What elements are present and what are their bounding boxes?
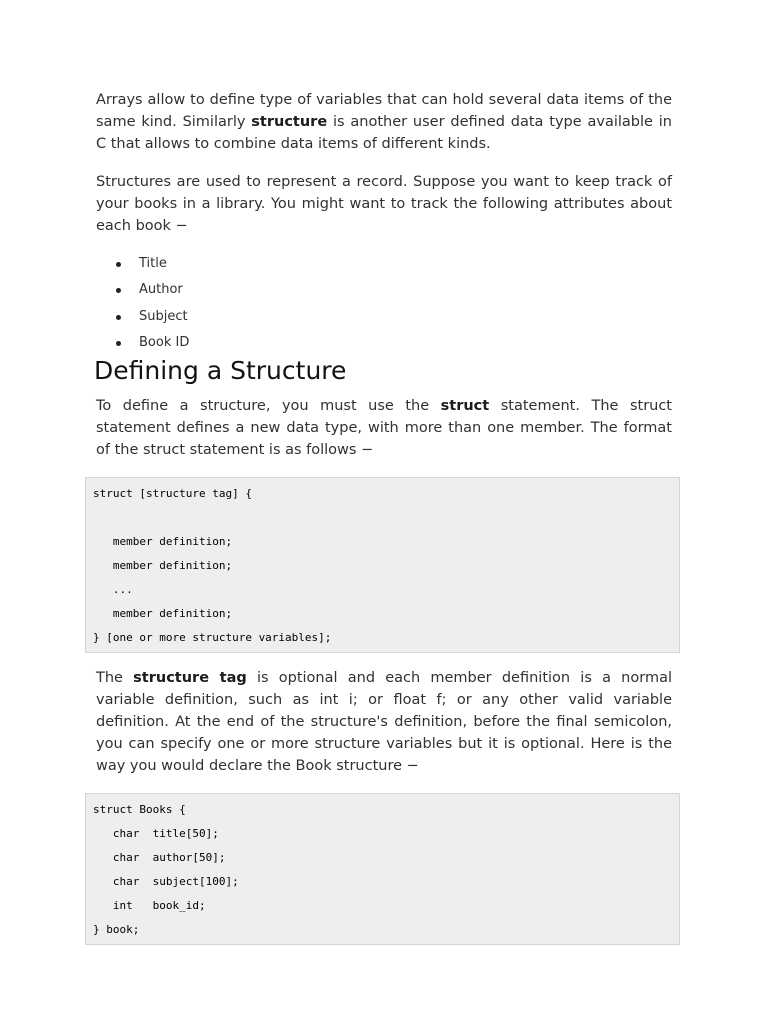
code-line: member definition; — [93, 607, 233, 621]
bullet-icon — [116, 341, 121, 346]
list-item — [96, 279, 672, 305]
code-line: char title[50]; — [93, 827, 219, 841]
list-item-label: Author — [139, 282, 183, 298]
attribute-list — [96, 253, 672, 358]
bullet-icon — [116, 262, 121, 267]
code-line: } [one or more structure variables]; — [93, 631, 332, 645]
code-line: member definition; — [93, 559, 233, 573]
explain-text-end: is optional and each member definition is a normal variable definition, such as int i; or float f; or any other valid variable definition. At the end of the structure's definition, before the final semicolon, you can specify one or more structure variables but it is optional. Here is the way you would declare the Book structure − — [96, 670, 672, 775]
code-line: char author[50]; — [93, 851, 226, 865]
list-item — [96, 332, 672, 358]
code-line: member definition; — [93, 535, 233, 549]
intro-text-start: Arrays allow to define type of variables that can hold several data items of the same kind. Similarly — [96, 92, 672, 130]
list-item — [96, 253, 672, 279]
intro-bold-structure: structure — [251, 114, 328, 130]
list-item-label: Subject — [139, 308, 188, 324]
section-text-end: statement. The struct statement defines a new data type, with more than one member. The format of the struct statement is as follows − — [96, 398, 672, 459]
explain-paragraph — [96, 667, 672, 777]
document-page — [93, 89, 672, 959]
code-block-struct-format[interactable] — [85, 477, 680, 653]
code-line: struct [structure tag] { — [93, 487, 252, 501]
code-line: struct Books { — [93, 803, 186, 817]
intro-paragraph-records: Structures are used to represent a record. Suppose you want to keep track of your books in a library. You might want to track the following attributes about each book − — [96, 174, 672, 234]
section-heading: Defining a Structure — [94, 356, 347, 386]
bullet-icon — [116, 315, 121, 320]
explain-bold-structure-tag: structure tag — [133, 670, 247, 687]
code-line — [93, 506, 669, 530]
section-paragraph-struct — [96, 395, 672, 461]
bullet-icon — [116, 288, 121, 293]
intro-text-end: is another user defined data type available in C that allows to combine data items of different kinds. — [96, 114, 672, 152]
list-item — [96, 306, 672, 332]
code-line: ... — [93, 583, 133, 597]
explain-text-start: The — [96, 670, 134, 687]
code-line: } book; — [93, 923, 140, 937]
intro-paragraph-arrays — [96, 89, 672, 155]
code-line: int book_id; — [93, 899, 206, 913]
list-item-label: Book ID — [139, 334, 190, 350]
section-bold-struct: struct — [440, 398, 490, 415]
list-item-label: Title — [139, 256, 167, 271]
code-block-books-struct[interactable] — [85, 793, 680, 945]
section-text-start: To define a structure, you must use the — [96, 398, 441, 415]
code-line: char subject[100]; — [93, 875, 239, 889]
